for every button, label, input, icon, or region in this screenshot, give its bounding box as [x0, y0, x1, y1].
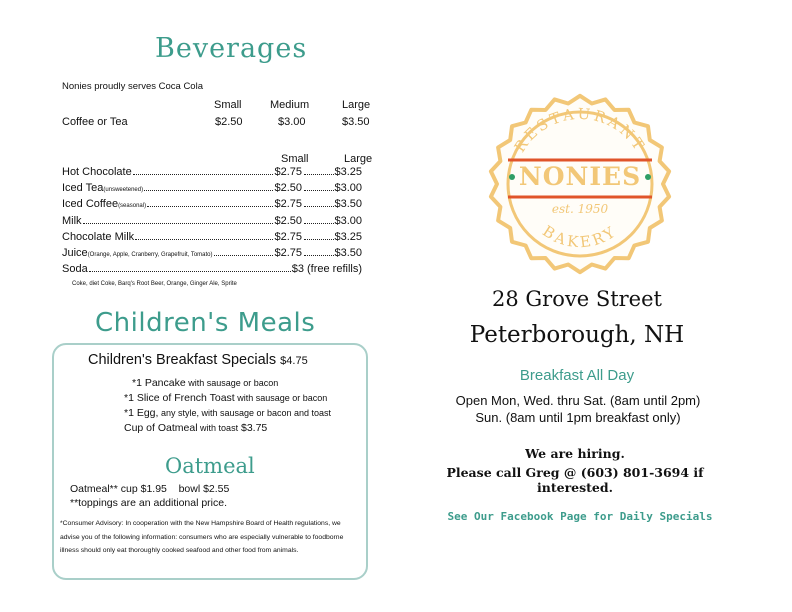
logo-est: est. 1950: [551, 202, 609, 216]
drink-price-small: $2.75: [274, 166, 302, 178]
drink-price-large: $3.25: [334, 166, 362, 178]
drink-price-large: $3.50: [334, 246, 362, 259]
dot-leader: [304, 223, 334, 224]
drink-row: [62, 247, 362, 263]
soda-name: Soda: [62, 263, 88, 276]
dot-leader: [304, 255, 334, 256]
coffee-header-large: Large: [342, 99, 371, 111]
beverages-intro: Nonies proudly serves Coca Cola: [62, 81, 203, 92]
drink-row: [62, 182, 362, 198]
drink-price-small: $2.50: [274, 182, 302, 195]
drink-row: [62, 166, 362, 182]
coffee-row: [62, 116, 382, 128]
drink-name: Hot Chocolate: [62, 166, 132, 178]
drink-price-small: $2.75: [274, 198, 302, 211]
kids-item-main: *1 Slice of French Toast: [124, 392, 235, 404]
drink-price-small: $2.50: [274, 214, 302, 227]
kids-item-sub: any style, with sausage or bacon and toast: [158, 408, 332, 418]
drink-price-large: $3.00: [334, 182, 362, 195]
dot-leader: [304, 174, 334, 175]
kids-item-price: $3.75: [238, 422, 268, 434]
dot-leader: [304, 239, 334, 240]
kids-item: [124, 392, 327, 404]
oatmeal-prices: Oatmeal** cup $1.95 bowl $2.55: [70, 483, 230, 495]
drinks-header-small: Small: [281, 153, 309, 165]
breakfast-specials-price: $4.75: [280, 355, 308, 367]
soda-note: Coke, diet Coke, Barq's Root Beer, Orange, Ginger Ale, Sprite: [72, 281, 237, 287]
beverages-title: Beverages: [155, 33, 308, 64]
drink-price-large: $3.25: [334, 230, 362, 243]
oatmeal-title: Oatmeal: [165, 454, 255, 478]
dot-leader: [144, 190, 273, 191]
drink-note: (Orange, Apple, Cranberry, Grapefruit, Tomato): [87, 251, 213, 258]
drink-row: [62, 215, 362, 231]
dot-leader: [304, 206, 334, 207]
dot-leader: [147, 206, 273, 207]
soda-price: $3 (free refills): [291, 263, 362, 276]
logo-bottom-textpath: BAKERY: [539, 221, 621, 252]
drink-name: Iced Tea: [62, 182, 104, 195]
kids-item-main: *1 Pancake: [132, 377, 186, 389]
drink-note: (unsweetened): [103, 187, 144, 194]
hiring-heading: We are hiring.: [525, 446, 625, 461]
drink-price-large: $3.00: [334, 214, 362, 227]
logo-top-textpath: RESTAURANT: [510, 104, 650, 156]
kids-item: [132, 377, 278, 389]
kids-item-sub: with toast: [197, 423, 239, 433]
kids-item: [124, 407, 331, 419]
childrens-meals-title: Children's Meals: [95, 308, 316, 338]
drink-name: Juice: [62, 246, 88, 259]
kids-item-main: *1 Egg,: [124, 407, 159, 419]
coffee-header-small: Small: [214, 99, 242, 111]
drink-name: Iced Coffee: [62, 198, 119, 211]
toppings-note: **toppings are an additional price.: [70, 497, 228, 509]
drink-row: [62, 198, 362, 214]
nonies-logo: [478, 92, 682, 276]
facebook-note: See Our Facebook Page for Daily Specials: [447, 510, 713, 523]
hiring-contact: Please call Greg @ (603) 801-3694 if interested.: [446, 465, 704, 495]
kids-item-sub: with sausage or bacon: [185, 378, 279, 388]
drink-name: Milk: [62, 214, 82, 227]
breakfast-all-day: Breakfast All Day: [519, 367, 635, 384]
coffee-price-small: $2.50: [215, 116, 243, 128]
address-city: Peterborough, NH: [469, 322, 685, 348]
drink-name: Chocolate Milk: [62, 230, 135, 243]
breakfast-specials-title: [88, 352, 308, 368]
coffee-name: Coffee or Tea: [62, 116, 128, 128]
dot-leader: [83, 223, 274, 224]
dot-leader: [133, 174, 274, 175]
kids-item-main: Cup of Oatmeal: [124, 422, 198, 434]
drink-row: [62, 231, 362, 247]
breakfast-specials-label: Children's Breakfast Specials: [88, 352, 277, 368]
hours-sunday: Sun. (8am until 1pm breakfast only): [475, 410, 681, 425]
kids-item: [124, 422, 267, 434]
hours-weekday: Open Mon, Wed. thru Sat. (8am until 2pm): [455, 393, 701, 408]
soda-row: [62, 263, 362, 279]
drink-price-large: $3.50: [334, 198, 362, 211]
dot-leader: [89, 271, 291, 272]
logo-badge-icon: [478, 92, 682, 276]
coffee-price-large: $3.50: [342, 116, 370, 128]
dot-leader: [135, 239, 273, 240]
drink-price-small: $2.75: [274, 246, 302, 259]
drink-note: (seasonal): [118, 203, 147, 210]
coffee-price-medium: $3.00: [278, 116, 306, 128]
drinks-header-large: Large: [344, 153, 373, 165]
drinks-list: [62, 166, 362, 279]
address-street: 28 Grove Street: [492, 287, 662, 311]
consumer-advisory: *Consumer Advisory: In cooperation with the New Hampshire Board of Health regulations, we advise you of the following information: consumers who are especially vulnerable to foodborne illness should only eat thoroughly cooked seafood and other food from animals.: [60, 520, 344, 554]
dot-leader: [304, 190, 334, 191]
dot-leader: [214, 255, 274, 256]
coffee-header-medium: Medium: [270, 99, 310, 111]
logo-name: NONIES: [518, 162, 642, 191]
kids-item-sub: with sausage or bacon: [234, 393, 328, 403]
drink-price-small: $2.75: [274, 230, 302, 243]
